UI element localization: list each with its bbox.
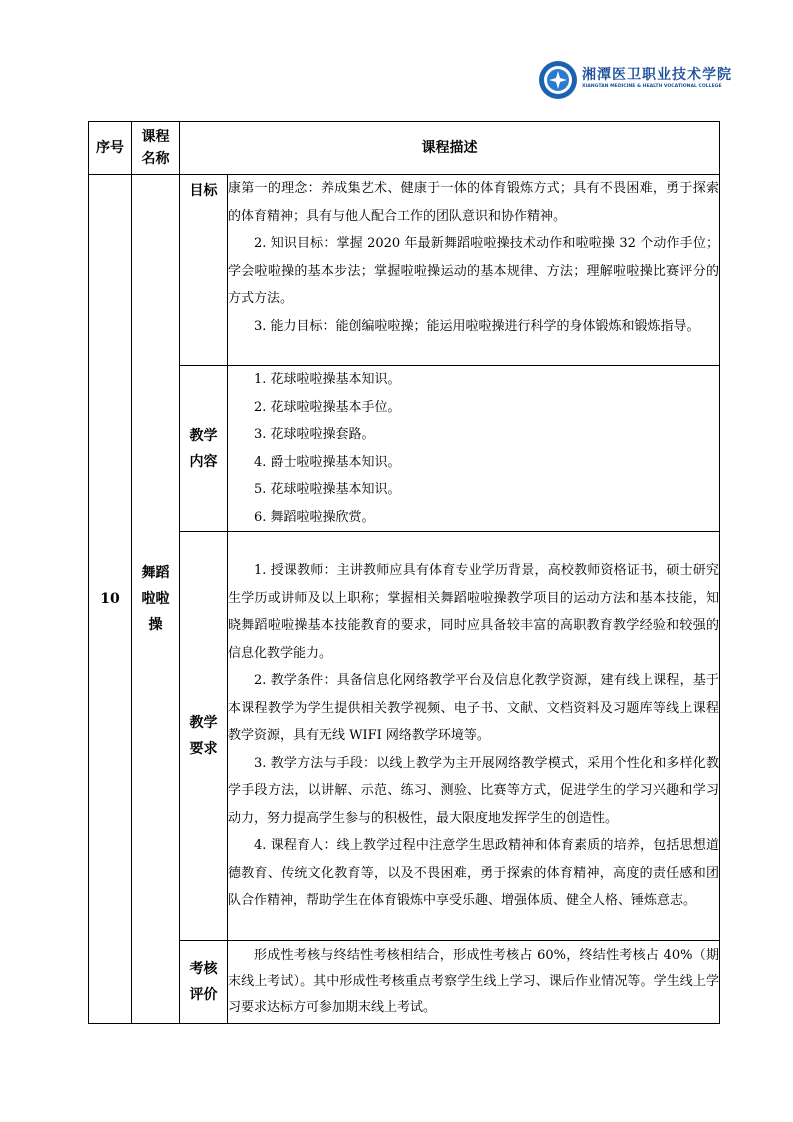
logo-english-name: XIANGTAN MEDICINE & HEALTH VOCATIONAL COLLEGE: [582, 84, 722, 89]
row-goal: [89, 175, 720, 366]
list-item: 4. 爵士啦啦操基本知识。: [254, 454, 401, 470]
assessment-text: 形成性考核与终结性考核相结合，形成性考核占 60%，终结性考核占 40%（期末线上考试）。其中形成性考核重点考察学生线上学习、课后作业情况等。学生线上学习要求达标方可参加期末线上考试。: [228, 941, 720, 1024]
row-requirements: [89, 532, 720, 941]
list-item: 6. 舞蹈啦啦操欣赏。: [254, 509, 375, 525]
header-no: 序号: [89, 122, 132, 175]
list-item: 3. 花球啦啦操套路。: [254, 427, 375, 442]
label-assessment: 考核 评价: [180, 941, 228, 1024]
course-table: [88, 121, 720, 1024]
list-item: 1. 花球啦啦操基本知识。: [254, 372, 401, 387]
row-content: [89, 366, 720, 532]
requirements-text: 1. 授课教师：主讲教师应具有体育专业学历背景，高校教师资格证书，硕士研究生学历或讲师及以上职称；掌握相关舞蹈啦啦操教学项目的运动方法和基本技能，知晓舞蹈啦啦操基本技能教育的要求，同时应具备较丰富的高职教育教学经验和较强的信息化教学能力。 2. 教学条件：具备信息化网络教学平台及信息化教学资源，建有线上课程，基于本课程教学为学生提供相关教学视频、电子书、文献、文档资料及习题库等线上课程教学资源，具有无线 WIFI 网络教学环境等。 3. 教学方法与手段：以线上教学为主开展网络教学模式，采用个性化和多样化教学手段方法，以讲解、示范、练习、测验、比赛等方式，促进学生的学习兴趣和学习动力，努力提高学生参与的积极性，最大限度地发挥学生的创造性。 4. 课程育人：线上教学过程中注意学生思政精神和体育素质的培养，包括思想道德教育、传统文化教育等，以及不畏困难，勇于探索的体育精神，高度的责任感和团队合作精神，帮助学生在体育锻炼中享受乐趣、增强体质、健全人格、锤炼意志。: [228, 532, 720, 941]
row-assessment: [89, 941, 720, 1024]
header-description: 课程描述: [180, 122, 720, 175]
logo-chinese-name: 湘潭医卫职业技术学院: [582, 67, 732, 83]
list-item: 5. 花球啦啦操基本知识。: [254, 482, 401, 497]
course-name: 舞蹈 啦啦 操: [132, 175, 180, 1024]
content-list: [228, 366, 720, 532]
college-logo: [538, 60, 738, 102]
list-item: 2. 花球啦啦操基本手位。: [254, 399, 401, 415]
row-number: 10: [89, 175, 132, 1024]
label-requirements: 教学 要求: [180, 532, 228, 941]
table-header-row: [89, 122, 720, 175]
goal-text: 康第一的理念：养成集艺术、健康于一体的体育锻炼方式；具有不畏困难，勇于探索的体育精神；具有与他人配合工作的团队意识和协作精神。 2. 知识目标：掌握 2020 年最新舞蹈啦啦操技术动作和啦啦操 32 个动作手位；学会啦啦操的基本步法；掌握啦啦操运动的基本规律、方法；理解啦啦操比赛评分的方式方法。 3. 能力目标：能创编啦啦操；能运用啦啦操进行科学的身体锻炼和锻炼指导。: [228, 175, 720, 366]
label-content: 教学 内容: [180, 366, 228, 532]
college-emblem-icon: [538, 60, 578, 100]
header-course-name: 课程 名称: [132, 122, 180, 175]
label-goal: 目标: [180, 175, 228, 366]
